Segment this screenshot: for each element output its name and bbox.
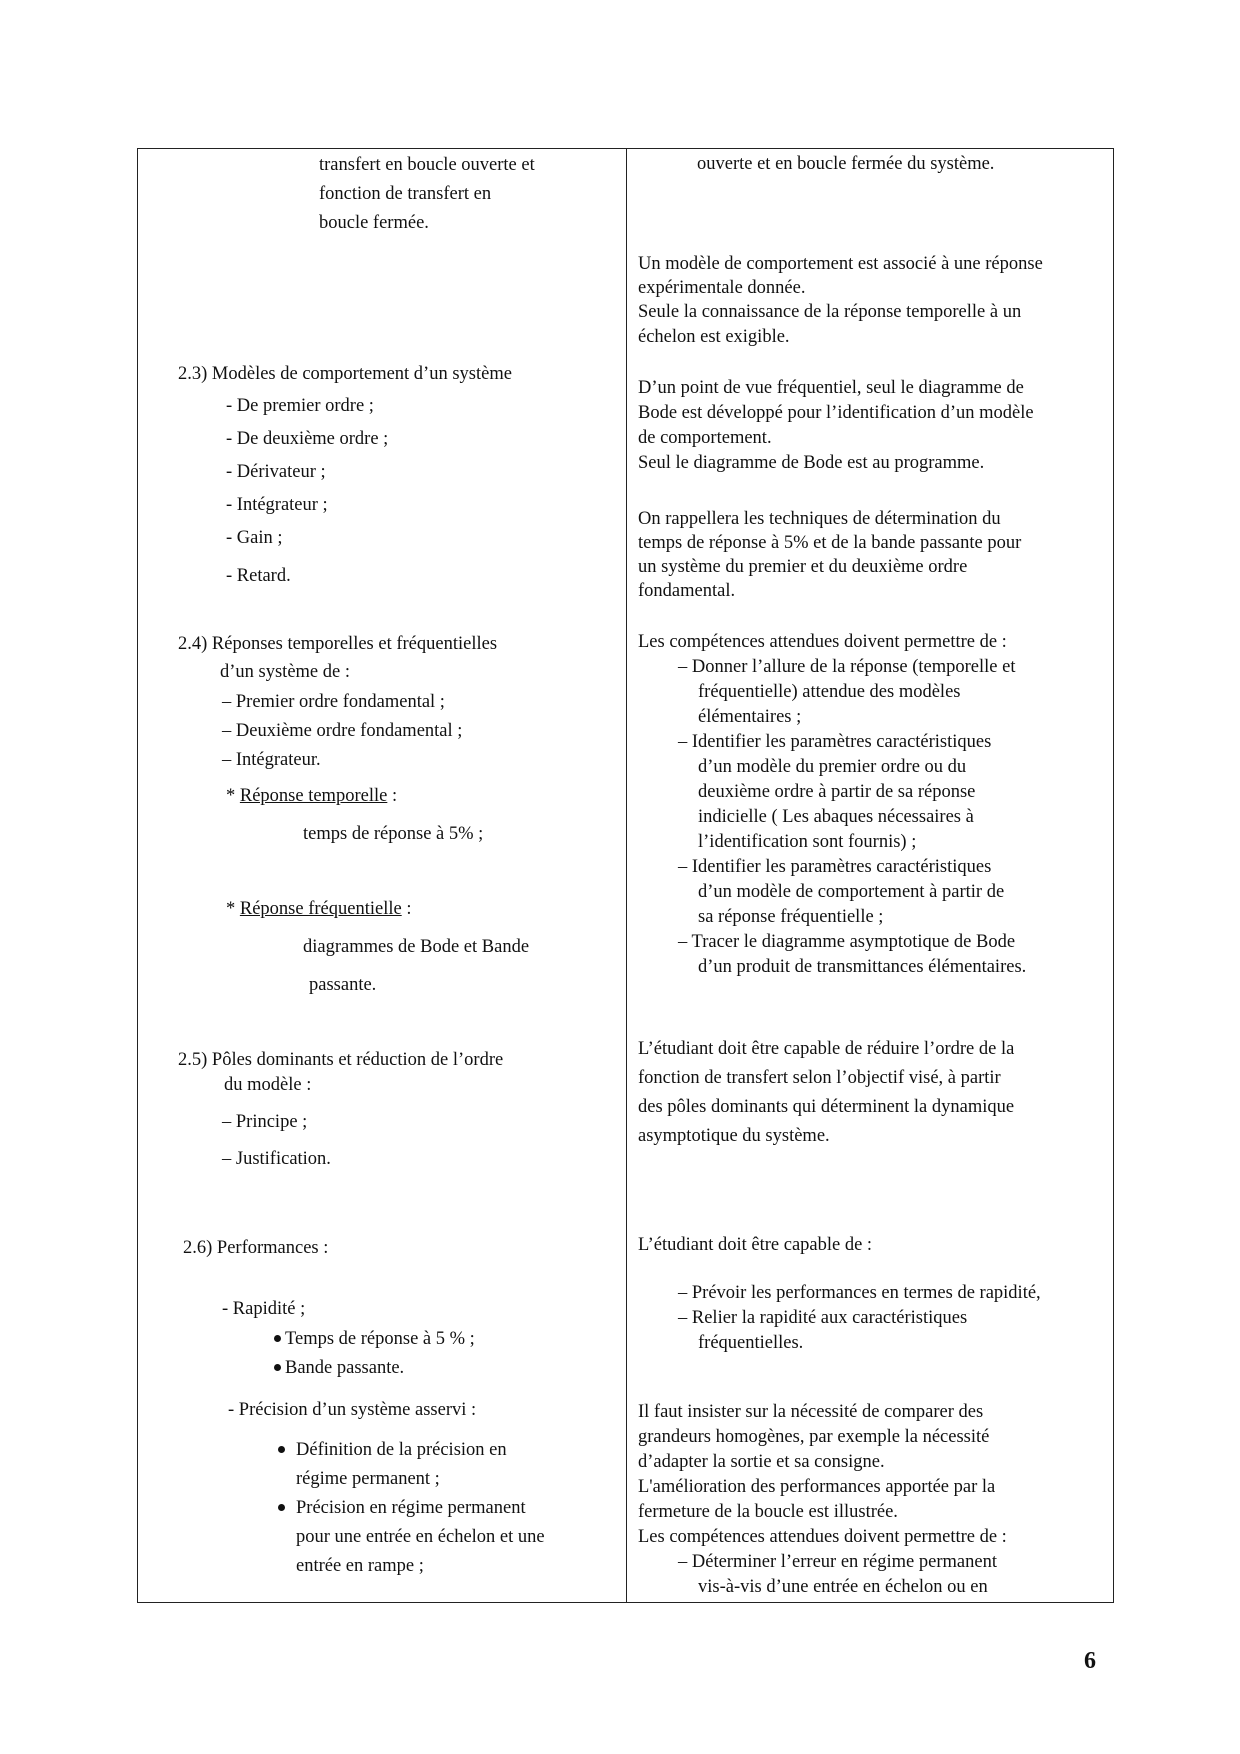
bullet-icon [278,1446,285,1453]
list-item: – Identifier les paramètres caractéristiques [678,732,992,752]
paragraph-line: L’étudiant doit être capable de : [638,1235,873,1255]
paragraph-line: échelon est exigible. [638,327,790,347]
list-item: Temps de réponse à 5 % ; [285,1329,475,1349]
list-item-cont: sa réponse fréquentielle ; [698,907,884,927]
section-2-5-title-cont: du modèle : [224,1075,312,1095]
left-intro-line: transfert en boucle ouverte et [319,155,535,175]
list-item: pour une entrée en échelon et une [296,1527,545,1547]
list-item: – Donner l’allure de la réponse (temporelle et [678,657,1016,677]
list-item: – Deuxième ordre fondamental ; [222,721,463,741]
list-item: – Relier la rapidité aux caractéristiques [678,1308,968,1328]
list-item-cont: indicielle ( Les abaques nécessaires à [698,807,974,827]
frequency-response-heading: * Réponse fréquentielle : [226,899,412,919]
paragraph-line: L'amélioration des performances apportée par la [638,1477,996,1497]
temporal-response-label: Réponse temporelle [239,786,388,806]
frequency-response-text: passante. [309,975,377,995]
list-item: – Tracer le diagramme asymptotique de Bode [678,932,1016,952]
section-2-4-title: 2.4) Réponses temporelles et fréquentielles [178,634,498,654]
bullet-icon [278,1504,285,1511]
paragraph-line: Seul le diagramme de Bode est au programme. [638,453,985,473]
list-item-cont: deuxième ordre à partir de sa réponse [698,782,976,802]
paragraph-line: Les compétences attendues doivent permettre de : [638,1527,1007,1547]
list-item-cont: l’identification sont fournis) ; [698,832,917,852]
list-item: – Déterminer l’erreur en régime permanent [678,1552,997,1572]
paragraph-line: expérimentale donnée. [638,278,806,298]
paragraph-line: fondamental. [638,581,736,601]
list-item-cont: élémentaires ; [698,707,802,727]
frequency-response-text: diagrammes de Bode et Bande [303,937,530,957]
paragraph-line: D’un point de vue fréquentiel, seul le diagramme de [638,378,1024,398]
paragraph-line: grandeurs homogènes, par exemple la nécessité [638,1427,990,1447]
paragraph-line: des pôles dominants qui déterminent la dynamique [638,1097,1015,1117]
list-item-cont: d’un produit de transmittances élémentaires. [698,957,1027,977]
paragraph-line: temps de réponse à 5% et de la bande passante pour [638,533,1022,553]
list-item: – Principe ; [222,1112,308,1132]
list-item: Bande passante. [285,1358,405,1378]
paragraph-line: de comportement. [638,428,772,448]
paragraph-line: un système du premier et du deuxième ordre [638,557,968,577]
list-item: - De premier ordre ; [226,396,374,416]
list-item-cont: vis-à-vis d’une entrée en échelon ou en [698,1577,988,1597]
paragraph-line: d’adapter la sortie et sa consigne. [638,1452,885,1472]
list-item-cont: d’un modèle de comportement à partir de [698,882,1005,902]
section-2-4-title-cont: d’un système de : [220,662,350,682]
frequency-response-label: Réponse fréquentielle [239,899,402,919]
list-item: régime permanent ; [296,1469,440,1489]
paragraph-line: L’étudiant doit être capable de réduire l’ordre de la [638,1039,1015,1059]
paragraph-line: On rappellera les techniques de détermination du [638,509,1001,529]
temporal-response-text: temps de réponse à 5% ; [303,824,484,844]
section-2-5-title: 2.5) Pôles dominants et réduction de l’ordre [178,1050,504,1070]
list-item: Définition de la précision en [296,1440,507,1460]
page-number: 6 [1084,1648,1096,1674]
bullet-icon [274,1364,281,1371]
list-item: - Retard. [226,566,291,586]
list-item: - Dérivateur ; [226,462,326,482]
paragraph-line: Un modèle de comportement est associé à une réponse [638,254,1043,274]
paragraph-line: Les compétences attendues doivent permettre de : [638,632,1007,652]
list-item: – Identifier les paramètres caractéristiques [678,857,992,877]
paragraph-line: asymptotique du système. [638,1126,830,1146]
paragraph-line: fonction de transfert selon l’objectif visé, à partir [638,1068,1001,1088]
right-intro-line: ouverte et en boucle fermée du système. [697,154,995,174]
paragraph-line: Il faut insister sur la nécessité de comparer des [638,1402,984,1422]
left-intro-line: boucle fermée. [319,213,429,233]
list-item: - Gain ; [226,528,283,548]
list-item: – Intégrateur. [222,750,321,770]
paragraph-line: Bode est développé pour l’identification d’un modèle [638,403,1034,423]
bullet-icon [274,1335,281,1342]
paragraph-line: Seule la connaissance de la réponse temporelle à un [638,302,1022,322]
section-2-3-title: 2.3) Modèles de comportement d’un système [178,364,512,384]
list-item: – Justification. [222,1149,331,1169]
list-item: Précision en régime permanent [296,1498,526,1518]
list-item-cont: d’un modèle du premier ordre ou du [698,757,967,777]
list-item: - De deuxième ordre ; [226,429,389,449]
rapidite-label: - Rapidité ; [222,1299,306,1319]
list-item: – Prévoir les performances en termes de rapidité, [678,1283,1041,1303]
section-2-6-title: 2.6) Performances : [183,1238,329,1258]
left-intro-line: fonction de transfert en [319,184,492,204]
list-item: entrée en rampe ; [296,1556,424,1576]
list-item-cont: fréquentielle) attendue des modèles [698,682,961,702]
list-item: - Intégrateur ; [226,495,328,515]
column-divider [626,149,627,1602]
list-item-cont: fréquentielles. [698,1333,804,1353]
temporal-response-heading: * Réponse temporelle : [226,786,398,806]
list-item: – Premier ordre fondamental ; [222,692,445,712]
precision-label: - Précision d’un système asservi : [228,1400,477,1420]
paragraph-line: fermeture de la boucle est illustrée. [638,1502,898,1522]
